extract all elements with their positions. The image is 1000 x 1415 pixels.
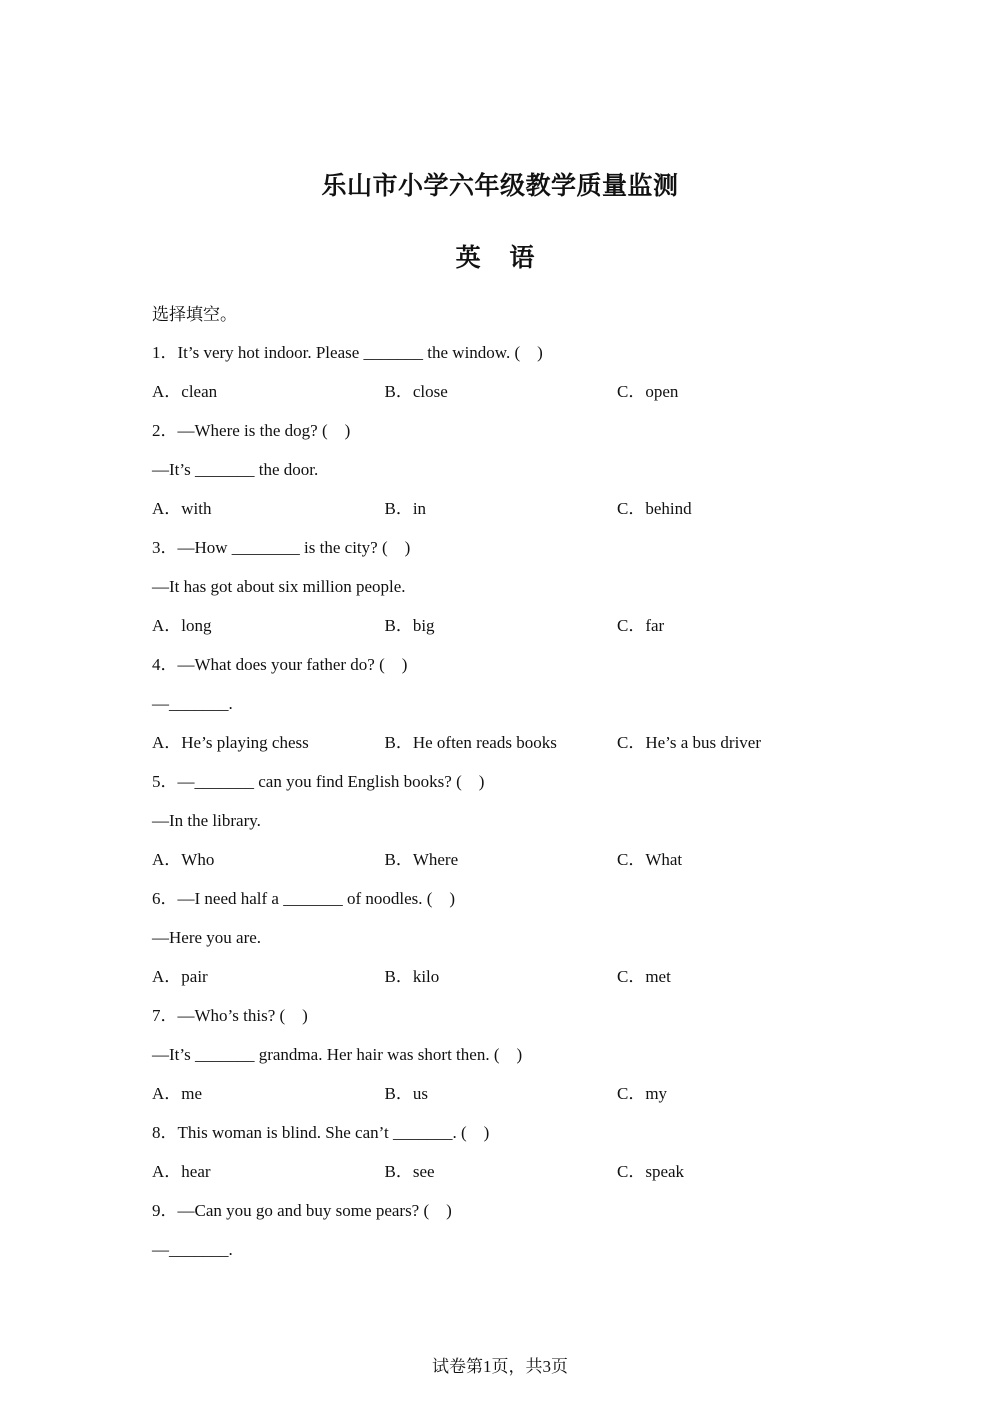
answer-options bbox=[152, 497, 852, 521]
question-stem: 7．—Who’s this? ( ) bbox=[152, 1006, 308, 1025]
question-dialogue-line: —Here you are. bbox=[152, 928, 262, 947]
question-stem: 8．This woman is blind. She can’t _______. ( ) bbox=[152, 1123, 490, 1142]
answer-option-b[interactable]: B．kilo bbox=[384, 967, 440, 986]
question-4 bbox=[152, 653, 852, 755]
answer-options bbox=[152, 380, 852, 404]
question-1 bbox=[152, 341, 852, 404]
answer-option-c[interactable]: C．far bbox=[617, 616, 665, 635]
answer-option-c[interactable]: C．open bbox=[617, 382, 679, 401]
question-dialogue-line: —It has got about six million people. bbox=[152, 577, 406, 596]
question-dialogue-line: —_______. bbox=[152, 694, 233, 713]
answer-option-a[interactable]: A．with bbox=[152, 499, 212, 518]
answer-option-c[interactable]: C．behind bbox=[617, 499, 692, 518]
subject-heading: 英 语 bbox=[455, 243, 545, 272]
answer-option-c[interactable]: C．He’s a bus driver bbox=[617, 733, 762, 752]
question-dialogue-line: —In the library. bbox=[152, 811, 261, 830]
question-dialogue-line: —It’s _______ grandma. Her hair was short then. ( ) bbox=[152, 1045, 523, 1064]
question-7 bbox=[152, 1004, 852, 1106]
answer-options bbox=[152, 965, 852, 989]
answer-options bbox=[152, 614, 852, 638]
question-6 bbox=[152, 887, 852, 989]
question-5 bbox=[152, 770, 852, 872]
answer-option-c[interactable]: C．speak bbox=[617, 1162, 685, 1181]
answer-option-a[interactable]: A．hear bbox=[152, 1162, 211, 1181]
question-9 bbox=[152, 1199, 852, 1262]
answer-option-a[interactable]: A．He’s playing chess bbox=[152, 733, 309, 752]
answer-option-a[interactable]: A．me bbox=[152, 1084, 203, 1103]
question-stem: 1．It’s very hot indoor. Please _______ the window. ( ) bbox=[152, 343, 543, 362]
answer-options bbox=[152, 848, 852, 872]
question-dialogue-line: —_______. bbox=[152, 1240, 233, 1259]
answer-options bbox=[152, 1082, 852, 1106]
question-stem: 4．—What does your father do? ( ) bbox=[152, 655, 408, 674]
question-stem: 3．—How ________ is the city? ( ) bbox=[152, 538, 411, 557]
answer-option-b[interactable]: B．big bbox=[384, 616, 435, 635]
question-stem: 9．—Can you go and buy some pears? ( ) bbox=[152, 1201, 452, 1220]
answer-option-a[interactable]: A．pair bbox=[152, 967, 208, 986]
answer-option-a[interactable]: A．Who bbox=[152, 850, 215, 869]
question-stem: 6．—I need half a _______ of noodles. ( ) bbox=[152, 889, 456, 908]
question-8 bbox=[152, 1121, 852, 1184]
exam-title: 乐山市小学六年级教学质量监测 bbox=[321, 171, 679, 200]
answer-option-b[interactable]: B．He often reads books bbox=[384, 733, 557, 752]
question-2 bbox=[152, 419, 852, 521]
answer-option-b[interactable]: B．close bbox=[384, 382, 448, 401]
answer-options bbox=[152, 1160, 852, 1184]
answer-option-b[interactable]: B．see bbox=[384, 1162, 435, 1181]
section-instruction: 选择填空。 bbox=[152, 305, 237, 325]
answer-option-c[interactable]: C．What bbox=[617, 850, 683, 869]
question-3 bbox=[152, 536, 852, 638]
answer-option-c[interactable]: C．met bbox=[617, 967, 671, 986]
question-list bbox=[152, 341, 852, 1277]
question-stem: 5．—_______ can you find English books? ( ) bbox=[152, 772, 485, 791]
answer-option-b[interactable]: B．us bbox=[384, 1084, 428, 1103]
answer-option-c[interactable]: C．my bbox=[617, 1084, 668, 1103]
answer-options bbox=[152, 731, 852, 755]
answer-option-a[interactable]: A．clean bbox=[152, 382, 218, 401]
answer-option-b[interactable]: B．in bbox=[384, 499, 427, 518]
question-dialogue-line: —It’s _______ the door. bbox=[152, 460, 319, 479]
page-footer: 试卷第1页，共3页 bbox=[432, 1357, 568, 1376]
answer-option-b[interactable]: B．Where bbox=[384, 850, 459, 869]
question-stem: 2．—Where is the dog? ( ) bbox=[152, 421, 351, 440]
answer-option-a[interactable]: A．long bbox=[152, 616, 212, 635]
